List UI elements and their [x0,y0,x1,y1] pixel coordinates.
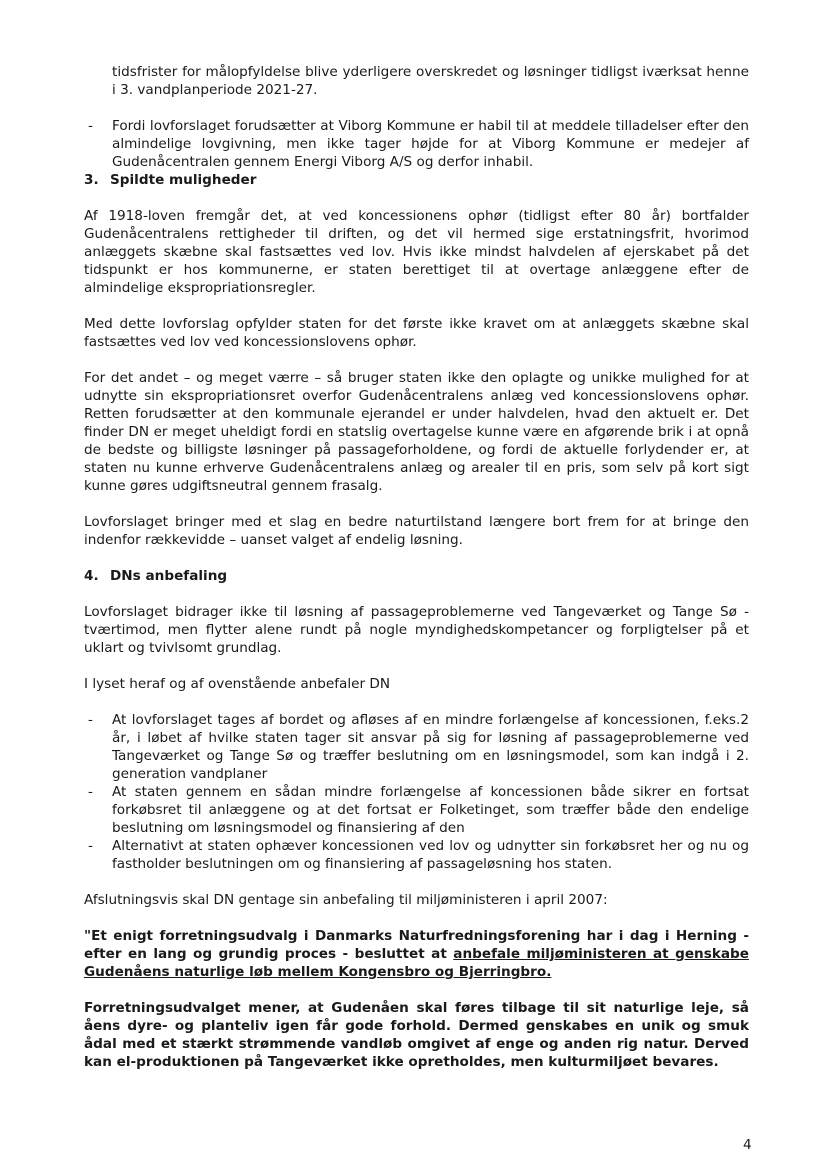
page-number: 4 [743,1137,752,1153]
continued-paragraph: tidsfrister for målopfyldelse blive yderligere overskredet og løsninger tidligst iværksat henne i 3. vandplanperiode 2021-27. [112,64,749,98]
list-item-text: Fordi lovforslaget forudsætter at Viborg Kommune er habil til at meddele tilladelser efter den almindelige lovgivning, men ikke tager højde for at Viborg Kommune er medejer af Gudenåcentralen gennem Energi Viborg A/S og derfor inhabil. [112,118,749,170]
bullet-dash: - [88,118,93,134]
paragraph: For det andet – og meget værre – så bruger staten ikke den oplagte og unikke mulighed for at udnytte sin ekspropriationsret overfor Gudenåcentralens anlæg ved koncessionslovens ophør. Retten forudsætter at den kommunale ejerandel er under halvdelen, hvad den aktuelt er. Det finder DN er meget uheldigt fordi en statslig overtagelse kunne være en afgørende brik i at opnå de bedste og billigste løsninger på passageforholdene, og fordi de aktuelle forlydender er, at staten nu kunne erhverve Gudenåcentralens anlæg og arealer til en pris, som selv på kort sigt kunne gøres udgiftsneutral gennem frasalg. [84,370,749,494]
section-number: 3. [84,172,99,188]
section-3-heading [84,171,256,189]
paragraph: Af 1918-loven fremgår det, at ved koncessionens ophør (tidligst efter 80 år) bortfalder Gudenåcentralens rettigheder til driften, og det vil hermed sige erstatningsfrit, hvorimod anlæggets skæbne skal fastsættes ved lov. Hvis ikke mindst halvdelen af ejerskabet på det tidspunkt er hos kommunerne, er staten berettiget til at overtage anlæggene efter de almindelige ekspropriationsregler. [84,208,749,296]
bullet-dash: - [88,784,93,800]
paragraph: I lyset heraf og af ovenstående anbefaler DN [84,676,391,692]
quote-paragraph: Forretningsudvalget mener, at Gudenåen skal føres tilbage til sit naturlige leje, så åens dyre- og planteliv igen får gode forhold. Dermed genskabes en unik og smuk ådal med et stærkt strømmende vandløb omgivet af enge og anden rig natur. Derved kan el-produktionen på Tangeværket ikke opretholdes, men kulturmiljøet bevares. [84,1000,749,1070]
paragraph: Lovforslaget bidrager ikke til løsning af passageproblemerne ved Tangeværket og Tange Sø - tværtimod, men flytter alene rundt på nogle myndighedskompetancer og forpligtelser på et uklart og tvivlsomt grundlag. [84,604,749,656]
list-item-text: At staten gennem en sådan mindre forlængelse af koncessionen både sikrer en fortsat forkøbsret til anlæggene og at det fortsat er Folketinget, som træffer både den endelige beslutning om løsningsmodel og finansiering af den [112,784,749,836]
paragraph: Afslutningsvis skal DN gentage sin anbefaling til miljøministeren i april 2007: [84,892,608,908]
list-item [84,711,749,783]
list-item [84,783,749,837]
list-item [84,837,749,873]
list-item [84,117,749,171]
list-item-text: Alternativt at staten ophæver koncessionen ved lov og udnytter sin forkøbsret her og nu og fastholder beslutningen om og finansiering af passageløsning hos staten. [112,838,749,872]
bullet-dash: - [88,712,93,728]
quote-paragraph [84,927,749,981]
bullet-dash: - [88,838,93,854]
paragraph: Med dette lovforslag opfylder staten for det første ikke kravet om at anlæggets skæbne skal fastsættes ved lov ved koncessionslovens ophør. [84,316,749,350]
section-4-heading [84,567,227,585]
section-number: 4. [84,568,99,584]
paragraph: Lovforslaget bringer med et slag en bedre naturtilstand længere bort frem for at bringe den indenfor rækkevidde – uanset valget af endelig løsning. [84,514,749,548]
quote-underlined-text: anbefale miljøministeren at genskabe Gudenåens naturlige løb mellem Kongensbro og Bjerringbro. [84,946,749,980]
section-title: DNs anbefaling [110,568,228,584]
list-item-text: At lovforslaget tages af bordet og afløses af en mindre forlængelse af koncessionen, f.eks.2 år, i løbet af hvilke staten tager sit ansvar på sig for løsning af passageproblemerne ved Tangeværket og Tange Sø og træffer beslutning om en løsningsmodel, som kan indgå i 2. generation vandplaner [112,712,749,782]
quote-text: "Et enigt forretningsudvalg i Danmarks Naturfredningsforening har i dag i Herning - efter en lang og grundig proces - besluttet at [84,928,749,962]
section-title: Spildte muligheder [110,172,257,188]
